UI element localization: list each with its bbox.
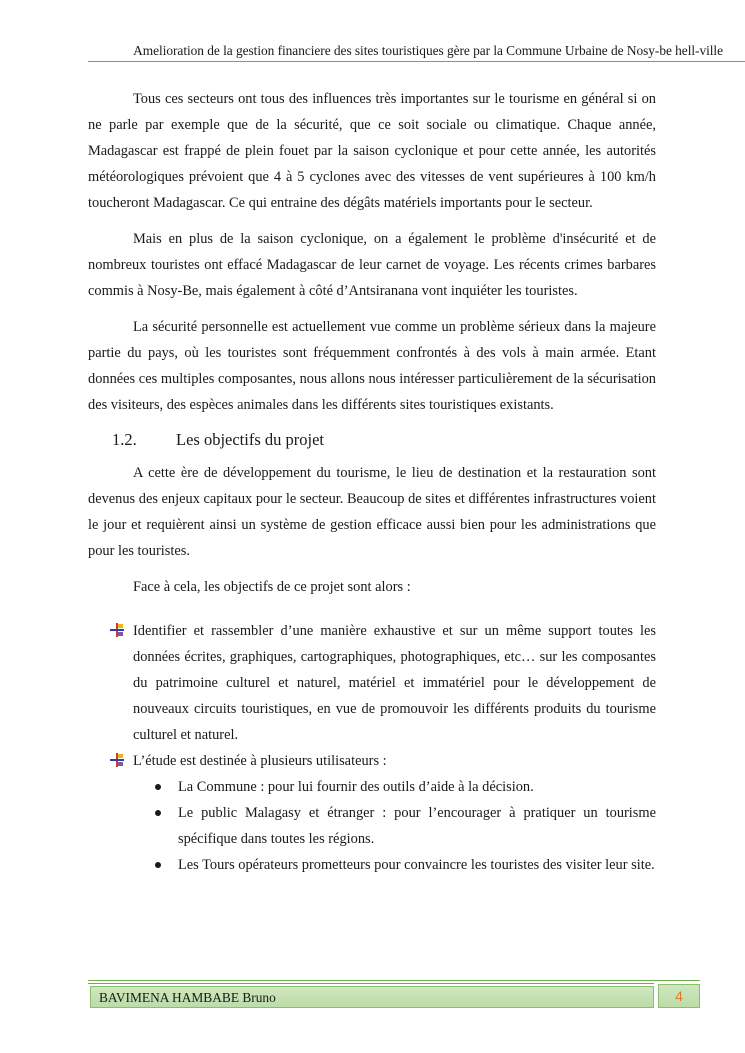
bullet-dot-icon <box>155 810 161 816</box>
sub-list-item <box>133 852 656 878</box>
paragraph: Tous ces secteurs ont tous des influences très importantes sur le tourisme en général si on ne parle par exemple que de la sécurité, que ce soit sociale ou climatique. Chaque année, Madagascar est frappé de plein fouet par la saison cyclonique et pour cette année, les autorités météorologiques prévoient que 4 à 5 cyclones avec des vitesses de vent supérieures à 100 km/h toucheront Madagascar. Ce qui entraine des dégâts matériels importants pour le secteur. <box>88 91 656 211</box>
flag-bullet-icon <box>110 753 124 767</box>
sub-list-item <box>133 800 656 852</box>
paragraph: La sécurité personnelle est actuellement vue comme un problème sérieux dans la majeure partie du pays, où les touristes sont fréquemment confrontés à des vols à main armée. Etant données ces multiples composantes, nous allons nous intéresser particulièrement de la sécurisation des visiteurs, des espèces animales dans les différents sites touristiques existants. <box>88 319 656 413</box>
footer-divider-inner <box>88 983 654 984</box>
section-number: 1.2. <box>112 430 137 449</box>
footer-author: BAVIMENA HAMBABE Bruno <box>90 986 654 1008</box>
paragraph: Mais en plus de la saison cyclonique, on a également le problème d'insécurité et de nombreux touristes ont effacé Madagascar de leur carnet de voyage. Les récents crimes barbares commis à Nosy-Be, mais également à côté d’Antsiranana vont inquiéter les touristes. <box>88 231 656 299</box>
section-heading <box>112 428 656 452</box>
paragraph: A cette ère de développement du tourisme, le lieu de destination et la restauration sont devenus des enjeux capitaux pour le secteur. Beaucoup de sites et différentes infrastructures voient le jour et requièrent ainsi un système de gestion efficace aussi bien pour les administrations que pour les touristes. <box>88 465 656 559</box>
bullet-dot-icon <box>155 784 161 790</box>
list-item-text: Identifier et rassembler d’une manière exhaustive et sur un même support toutes les données écrites, graphiques, cartographiques, photographiques, etc… sur les composantes du patrimoine culturel et naturel, matériel et immatériel pour le développement de nouveaux circuits touristiques, en vue de promouvoir les différents produits du tourisme culturel et naturel. <box>133 623 656 743</box>
sub-list-item <box>133 774 656 800</box>
list-item <box>88 748 656 878</box>
list-intro: Face à cela, les objectifs de ce projet sont alors : <box>133 579 411 595</box>
header-divider <box>88 61 745 62</box>
objectives-list <box>88 618 656 878</box>
bullet-dot-icon <box>155 862 161 868</box>
users-list <box>133 774 656 878</box>
page-body <box>88 86 656 878</box>
flag-bullet-icon <box>110 623 124 637</box>
sub-list-item-text: La Commune : pour lui fournir des outils d’aide à la décision. <box>178 779 534 795</box>
sub-list-item-text: Les Tours opérateurs prometteurs pour convaincre les touristes des visiter leur site. <box>178 857 655 873</box>
footer-divider <box>88 980 700 981</box>
list-item-text: L’étude est destinée à plusieurs utilisateurs : <box>133 753 387 769</box>
section-title: Les objectifs du projet <box>176 430 325 449</box>
page-number: 4 <box>658 984 700 1008</box>
sub-list-item-text: Le public Malagasy et étranger : pour l’encourager à pratiquer un tourisme spécifique dans toutes les régions. <box>178 805 656 847</box>
running-header: Amelioration de la gestion financiere des sites touristiques gère par la Commune Urbaine de Nosy-be hell-ville <box>133 43 723 58</box>
list-item <box>88 618 656 748</box>
